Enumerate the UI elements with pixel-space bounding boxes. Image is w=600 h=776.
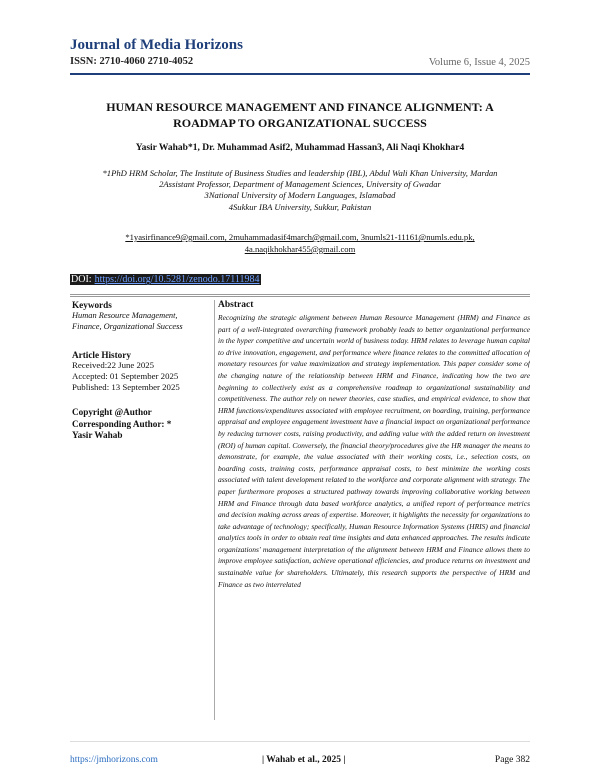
footer-url[interactable]: https://jmhorizons.com	[70, 755, 158, 765]
divider-bottom	[70, 296, 530, 297]
corresponding-author-name: Yasir Wahab	[72, 430, 123, 440]
email-line-2[interactable]: 4a.naqikhokhar455@gmail.com	[244, 243, 356, 254]
copyright: Copyright @Author	[72, 407, 152, 417]
received-date: Received:22 June 2025	[72, 360, 155, 370]
footer-rule	[70, 741, 530, 742]
published-date: Published: 13 September 2025	[72, 382, 180, 392]
email-line-1[interactable]: *1yasirfinance9@gmail.com, 2muhammadasif4march@gmail.com, 3numls21-11161@numls.edu.pk,	[125, 232, 475, 242]
copyright-block	[72, 407, 208, 442]
journal-name: Journal of Media Horizons	[70, 37, 243, 53]
corresponding-author-label: Corresponding Author: *	[72, 418, 172, 429]
doi-bar	[70, 273, 261, 287]
divider-top	[70, 294, 530, 295]
keywords-heading: Keywords	[72, 300, 112, 310]
footer-citation: | Wahab et al., 2025 |	[262, 755, 346, 765]
accepted-date: Accepted: 01 September 2025	[72, 371, 179, 381]
volume-issue: Volume 6, Issue 4, 2025	[428, 57, 530, 68]
issn: ISSN: 2710-4060 2710-4052	[70, 56, 194, 67]
article-title: HUMAN RESOURCE MANAGEMENT AND FINANCE ALIGNMENT: A ROADMAP TO ORGANIZATIONAL SUCCESS	[106, 100, 494, 130]
affiliations	[70, 168, 530, 213]
author-emails	[70, 232, 530, 256]
author-list: Yasir Wahab*1, Dr. Muhammad Asif2, Muhammad Hassan3, Ali Naqi Khokhar4	[135, 143, 465, 153]
article-history	[72, 360, 208, 393]
affiliation-1: *1PhD HRM Scholar, The Institute of Business Studies and leadership (IBL), Abdul Wali Khan University, Mardan	[102, 168, 498, 178]
affiliation-2: 2Assistant Professor, Department of Management Sciences, University of Gwadar	[159, 179, 441, 190]
abstract-text: Recognizing the strategic alignment between Human Resource Management (HRM) and Finance as part of a well-integrated overarching framework probably leads to better organizational performance in the hyper competitive and uncertain world of business today. HRM relates to leverage human capital to drive innovation, engagement, and performance where finance relates to the committed allocation of monetary resources for value maximization and strategy implementation. This paper consider some of the changing nature of the relationship between HRM and Finance, indicating how the two are beginning to collectively exist as a comprehensive roadmap to organizational sustainability and competitiveness. The author rely on newer theories, case studies, and empirical evidence, to show that HRM functions/expenditures associated with employee recruitment, on boarding, training, performance appraisal and employee engagement investment have a financial impact on organizational performance by reducing turnover costs, raising productivity, and adding value with the added return on investment (ROI) of human capital. Conversely, the financial theory/procedures give the HR manager the means to demonstrate, for example, the value associated with their working costs, i.e., selection costs, on boarding costs, training costs, performance appraisal costs, to best minimize the working costs associated with talent development related to the workforce and corporate alignment with strategy. The paper furthermore proposes a structured pathway towards improving collaborative working between HRM and Finance through data based workforce analytics, a unified report of performance metrics and decision making across areas of expertise. Moreover, it highlights the necessity for organizations to take advantage of technology; specifically, Human Resource Information Systems (HRIS) and financial analytics tools in order to obtain real time insights and data enhanced approaches. The results indicate organizations' management interpretation of the alignment between HRM and Finance allows them to improve employee satisfaction, achieve operational efficiencies, and produce returns on investment and sustainable value for shareholders. Ultimately, this research supports the perspective of HRM and Finance as two interrelated	[218, 313, 530, 589]
abstract-section	[218, 300, 530, 736]
doi-label: DOI:	[71, 274, 92, 285]
column-divider	[214, 300, 215, 720]
history-heading: Article History	[72, 350, 131, 360]
abstract-heading: Abstract	[218, 300, 254, 310]
header-rule	[70, 73, 530, 75]
affiliation-3: 3National University of Modern Languages, Islamabad	[204, 190, 396, 201]
affiliation-4: 4Sukkur IBA University, Sukkur, Pakistan	[228, 201, 372, 212]
keywords-list: Human Resource Management, Finance, Organizational Success	[72, 311, 183, 331]
article-info-sidebar	[72, 300, 208, 442]
doi-link[interactable]: https://doi.org/10.5281/zenodo.17111984	[94, 274, 260, 285]
page-number: Page 382	[494, 755, 530, 765]
